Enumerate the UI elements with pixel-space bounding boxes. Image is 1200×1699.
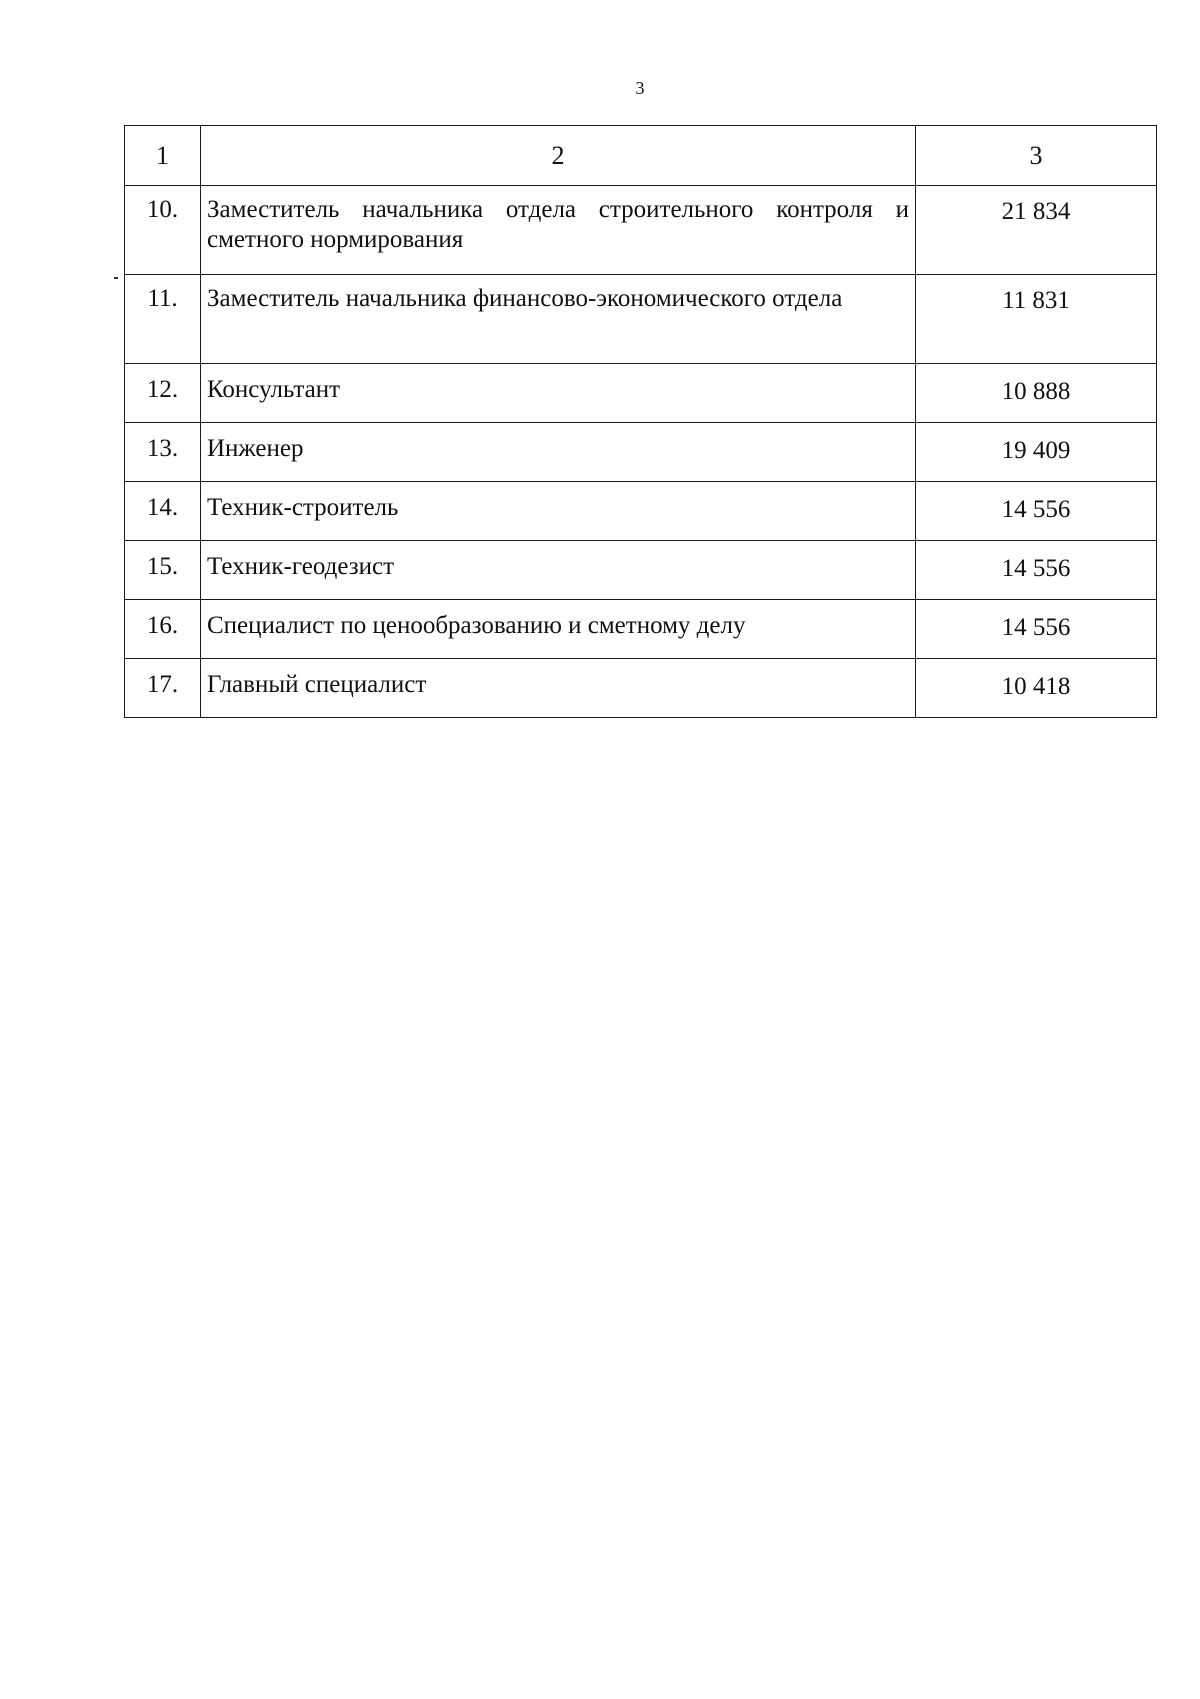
amount-value: 14 556 (916, 541, 1157, 600)
table-row (125, 659, 1157, 718)
column-header-position: 2 (201, 126, 916, 186)
position-title: Техник-геодезист (201, 541, 916, 600)
position-title: Инженер (201, 423, 916, 482)
table-row (125, 423, 1157, 482)
column-header-amount: 3 (916, 126, 1157, 186)
position-title: Заместитель начальника отдела строительного контроля и сметного нормирования (201, 186, 916, 275)
amount-value: 10 418 (916, 659, 1157, 718)
table-row (125, 482, 1157, 541)
table-row (125, 600, 1157, 659)
row-number: 13. (125, 423, 201, 482)
column-header-number: 1 (125, 126, 201, 186)
row-number: 14. (125, 482, 201, 541)
salary-table (124, 125, 1157, 718)
amount-value: 10 888 (916, 364, 1157, 423)
row-number: 15. (125, 541, 201, 600)
page-number: 3 (635, 78, 645, 98)
position-title: Консультант (201, 364, 916, 423)
amount-value: 21 834 (916, 186, 1157, 275)
amount-value: 14 556 (916, 600, 1157, 659)
row-number: 10. (125, 186, 201, 275)
table-row (125, 364, 1157, 423)
scan-mark (114, 277, 118, 279)
table-row (125, 275, 1157, 364)
position-title: Заместитель начальника финансово-экономического отдела (201, 275, 916, 364)
amount-value: 11 831 (916, 275, 1157, 364)
table-row (125, 541, 1157, 600)
position-title: Техник-строитель (201, 482, 916, 541)
row-number: 17. (125, 659, 201, 718)
row-number: 12. (125, 364, 201, 423)
position-title: Специалист по ценообразованию и сметному делу (201, 600, 916, 659)
table-row (125, 186, 1157, 275)
amount-value: 19 409 (916, 423, 1157, 482)
amount-value: 14 556 (916, 482, 1157, 541)
table-header-row (125, 126, 1157, 186)
position-title: Главный специалист (201, 659, 916, 718)
row-number: 16. (125, 600, 201, 659)
row-number: 11. (125, 275, 201, 364)
